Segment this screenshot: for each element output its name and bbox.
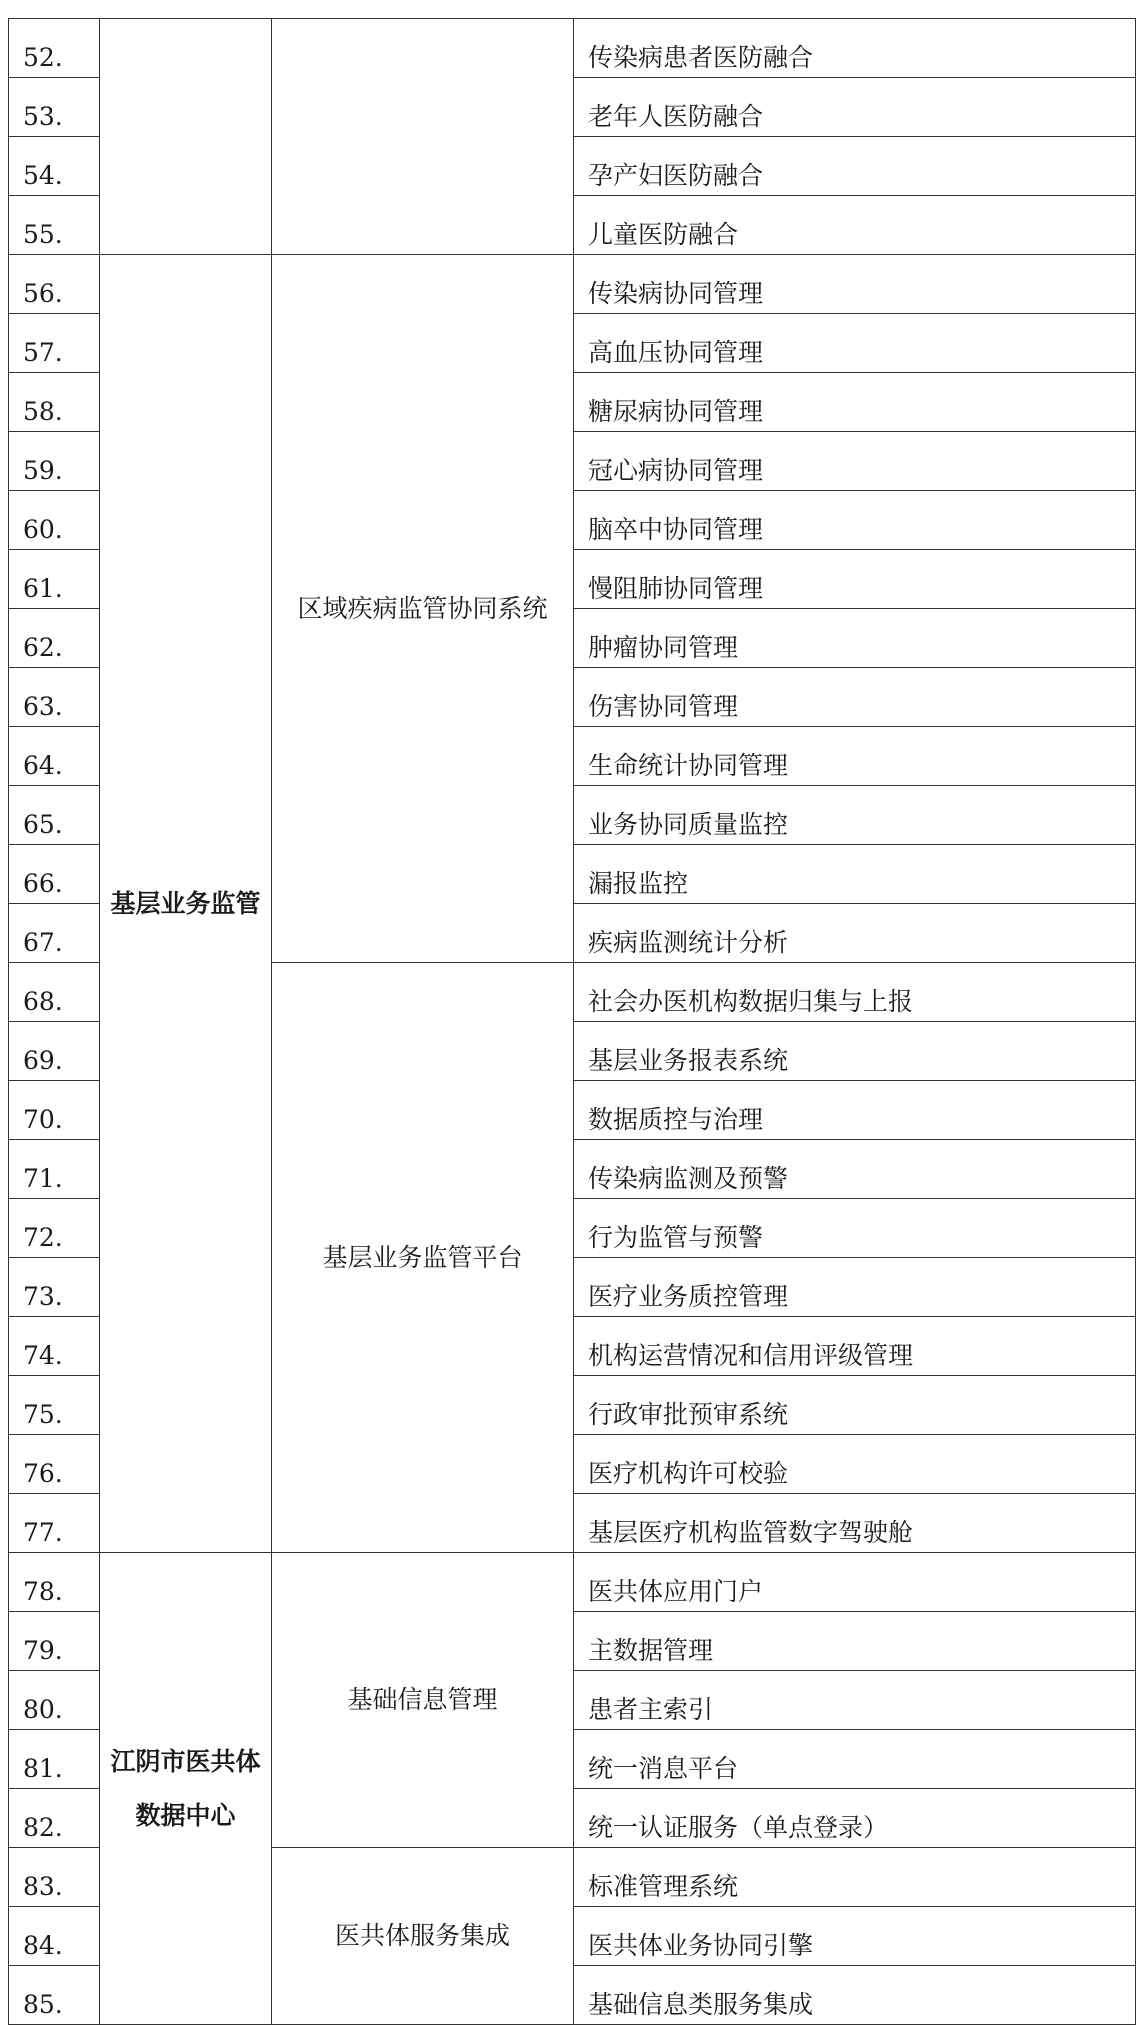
function-cell: 患者主索引 [574, 1671, 1136, 1730]
row-number-cell: 70. [9, 1081, 100, 1140]
function-cell: 统一消息平台 [574, 1730, 1136, 1789]
function-cell: 医疗业务质控管理 [574, 1258, 1136, 1317]
row-number-cell: 66. [9, 845, 100, 904]
function-cell: 孕产妇医防融合 [574, 137, 1136, 196]
row-number-cell: 55. [9, 196, 100, 255]
function-cell: 慢阻肺协同管理 [574, 550, 1136, 609]
function-cell: 主数据管理 [574, 1612, 1136, 1671]
table-row [9, 1553, 1136, 1612]
row-number-cell: 68. [9, 963, 100, 1022]
row-number-cell: 69. [9, 1022, 100, 1081]
function-cell: 儿童医防融合 [574, 196, 1136, 255]
system-cell: 区域疾病监管协同系统 [272, 255, 574, 963]
table-row [9, 19, 1136, 78]
function-cell: 糖尿病协同管理 [574, 373, 1136, 432]
function-cell: 数据质控与治理 [574, 1081, 1136, 1140]
row-number-cell: 83. [9, 1848, 100, 1907]
system-cell: 医共体服务集成 [272, 1848, 574, 2025]
row-number-cell: 78. [9, 1553, 100, 1612]
function-table-body [9, 19, 1136, 2025]
row-number-cell: 72. [9, 1199, 100, 1258]
function-cell: 基层医疗机构监管数字驾驶舱 [574, 1494, 1136, 1553]
row-number-cell: 61. [9, 550, 100, 609]
table-row [9, 255, 1136, 314]
row-number-cell: 65. [9, 786, 100, 845]
row-number-cell: 57. [9, 314, 100, 373]
row-number-cell: 58. [9, 373, 100, 432]
function-cell: 基层业务报表系统 [574, 1022, 1136, 1081]
function-cell: 老年人医防融合 [574, 78, 1136, 137]
function-cell: 脑卒中协同管理 [574, 491, 1136, 550]
function-cell: 基础信息类服务集成 [574, 1966, 1136, 2025]
row-number-cell: 82. [9, 1789, 100, 1848]
function-cell: 生命统计协同管理 [574, 727, 1136, 786]
row-number-cell: 52. [9, 19, 100, 78]
row-number-cell: 59. [9, 432, 100, 491]
function-cell: 传染病监测及预警 [574, 1140, 1136, 1199]
row-number-cell: 73. [9, 1258, 100, 1317]
row-number-cell: 77. [9, 1494, 100, 1553]
function-cell: 冠心病协同管理 [574, 432, 1136, 491]
function-table [8, 18, 1136, 2025]
row-number-cell: 53. [9, 78, 100, 137]
function-cell: 医共体业务协同引擎 [574, 1907, 1136, 1966]
row-number-cell: 81. [9, 1730, 100, 1789]
row-number-cell: 80. [9, 1671, 100, 1730]
row-number-cell: 54. [9, 137, 100, 196]
document-page [8, 18, 1135, 2025]
function-cell: 机构运营情况和信用评级管理 [574, 1317, 1136, 1376]
function-cell: 业务协同质量监控 [574, 786, 1136, 845]
row-number-cell: 56. [9, 255, 100, 314]
function-cell: 伤害协同管理 [574, 668, 1136, 727]
function-cell: 行为监管与预警 [574, 1199, 1136, 1258]
function-cell: 统一认证服务（单点登录） [574, 1789, 1136, 1848]
row-number-cell: 64. [9, 727, 100, 786]
row-number-cell: 75. [9, 1376, 100, 1435]
function-cell: 行政审批预审系统 [574, 1376, 1136, 1435]
row-number-cell: 76. [9, 1435, 100, 1494]
row-number-cell: 84. [9, 1907, 100, 1966]
row-number-cell: 79. [9, 1612, 100, 1671]
row-number-cell: 60. [9, 491, 100, 550]
function-cell: 漏报监控 [574, 845, 1136, 904]
row-number-cell: 67. [9, 904, 100, 963]
row-number-cell: 62. [9, 609, 100, 668]
function-cell: 医共体应用门户 [574, 1553, 1136, 1612]
function-cell: 社会办医机构数据归集与上报 [574, 963, 1136, 1022]
row-number-cell: 63. [9, 668, 100, 727]
function-cell: 高血压协同管理 [574, 314, 1136, 373]
function-cell: 传染病患者医防融合 [574, 19, 1136, 78]
function-cell: 肿瘤协同管理 [574, 609, 1136, 668]
category-cell: 江阴市医共体数据中心 [100, 1553, 272, 2025]
function-cell: 标准管理系统 [574, 1848, 1136, 1907]
system-cell: 基层业务监管平台 [272, 963, 574, 1553]
function-cell: 医疗机构许可校验 [574, 1435, 1136, 1494]
row-number-cell: 71. [9, 1140, 100, 1199]
row-number-cell: 74. [9, 1317, 100, 1376]
category-cell: 基层业务监管 [100, 255, 272, 1553]
function-cell: 疾病监测统计分析 [574, 904, 1136, 963]
row-number-cell: 85. [9, 1966, 100, 2025]
system-cell [272, 19, 574, 255]
system-cell: 基础信息管理 [272, 1553, 574, 1848]
category-cell [100, 19, 272, 255]
function-cell: 传染病协同管理 [574, 255, 1136, 314]
